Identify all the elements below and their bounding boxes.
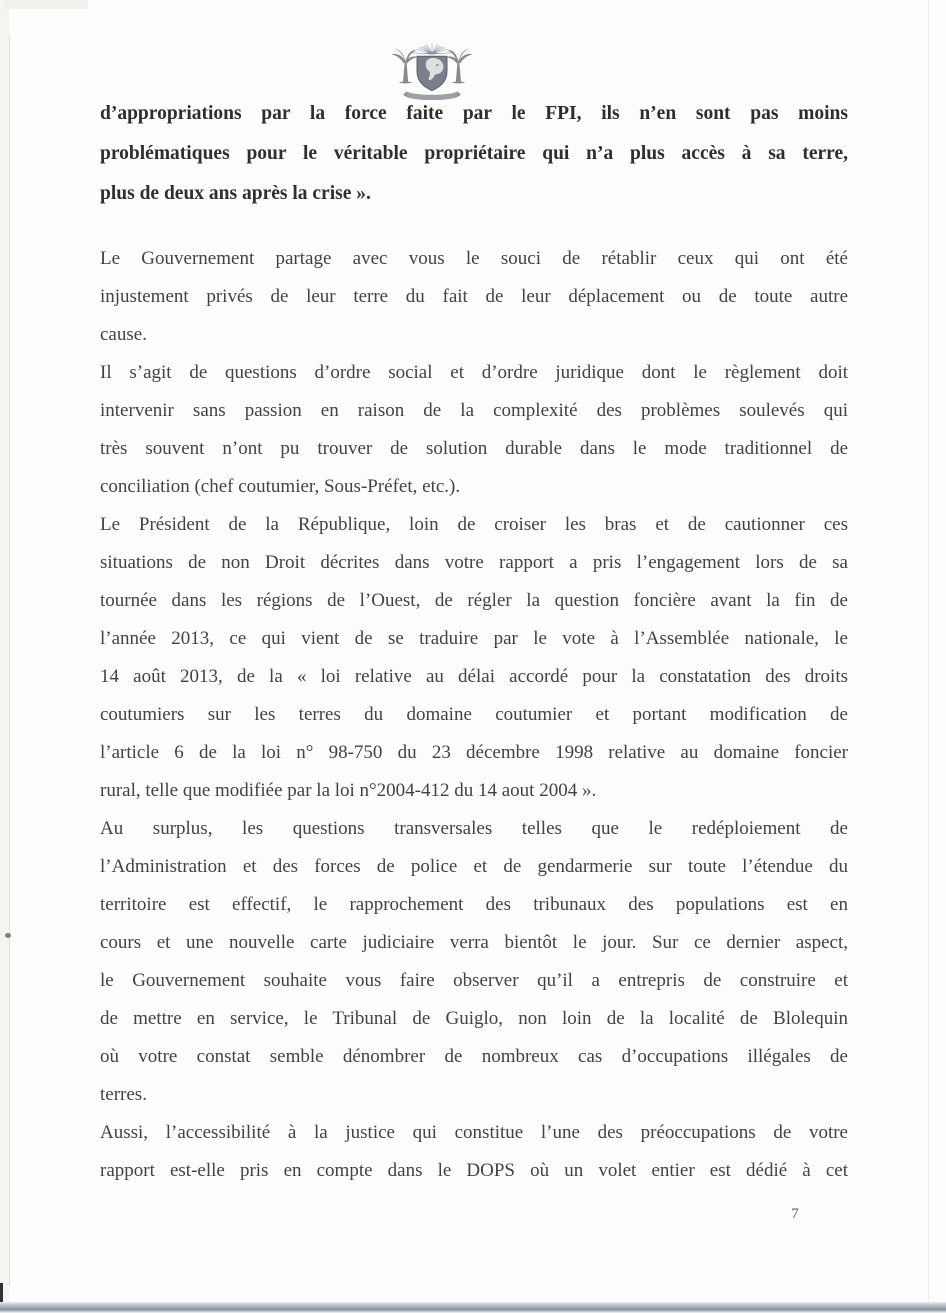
scan-bottom-edge-shadow <box>0 1309 946 1313</box>
scan-left-edge-line <box>9 36 10 1286</box>
text-line: cours et une nouvelle carte judiciaire verra bientôt le jour. Sur ce dernier aspect, <box>100 932 848 953</box>
text-line: problématiques pour le véritable propriétaire qui n’a plus accès à sa terre, <box>100 143 848 164</box>
scan-top-smudge <box>4 0 88 9</box>
quote-closing-paragraph <box>100 94 848 214</box>
text-line: situations de non Droit décrites dans votre rapport a pris l’engagement lors de sa <box>100 552 848 573</box>
text-line: l’année 2013, ce qui vient de se traduire par le vote à l’Assemblée nationale, le <box>100 628 848 649</box>
text-line: rapport est-elle pris en compte dans le DOPS où un volet entier est dédié à cet <box>100 1160 848 1181</box>
text-line: Il s’agit de questions d’ordre social et d’ordre juridique dont le règlement doit <box>100 362 848 383</box>
text-line: injustement privés de leur terre du fait de leur déplacement ou de toute autre <box>100 286 848 307</box>
text-line: le Gouvernement souhaite vous faire observer qu’il a entrepris de construire et <box>100 970 848 991</box>
text-line: cause. <box>100 324 147 345</box>
text-line: tournée dans les régions de l’Ouest, de régler la question foncière avant la fin de <box>100 590 848 611</box>
paragraph-au-surplus <box>100 810 848 1114</box>
scan-left-edge <box>0 0 9 1313</box>
paragraph-questions-ordre-social <box>100 354 848 506</box>
text-line: Le Président de la République, loin de croiser les bras et de cautionner ces <box>100 514 848 535</box>
text-line: l’article 6 de la loi n° 98-750 du 23 décembre 1998 relative au domaine foncier <box>100 742 848 763</box>
paragraph-president-republique <box>100 506 848 810</box>
text-line: coutumiers sur les terres du domaine coutumier et portant modification de <box>100 704 848 725</box>
text-line: rural, telle que modifiée par la loi n°2004-412 du 14 aout 2004 ». <box>100 780 597 801</box>
text-line: intervenir sans passion en raison de la complexité des problèmes soulevés qui <box>100 400 848 421</box>
text-line: territoire est effectif, le rapprochement des tribunaux des populations est en <box>100 894 848 915</box>
text-line: l’Administration et des forces de police et de gendarmerie sur toute l’étendue du <box>100 856 848 877</box>
text-line: Au surplus, les questions transversales telles que le redéploiement de <box>100 818 848 839</box>
scan-speck-artifact <box>5 933 11 938</box>
text-line: où votre constat semble dénombrer de nombreux cas d’occupations illégales de <box>100 1046 848 1067</box>
document-body <box>100 94 848 1190</box>
text-line: plus de deux ans après la crise ». <box>100 183 371 204</box>
text-line: de mettre en service, le Tribunal de Guiglo, non loin de la localité de Blolequin <box>100 1008 848 1029</box>
text-line: terres. <box>100 1084 147 1105</box>
paragraph-gouvernement-partage <box>100 240 848 354</box>
text-line: Aussi, l’accessibilité à la justice qui constitue l’une des préoccupations de votre <box>100 1122 848 1143</box>
paragraph-aussi-accessibilite <box>100 1114 848 1190</box>
text-line: d’appropriations par la force faite par le FPI, ils n’en sont pas moins <box>100 103 848 124</box>
text-line: très souvent n’ont pu trouver de solution durable dans le mode traditionnel de <box>100 438 848 459</box>
scan-right-edge-line <box>928 0 929 1313</box>
text-line: 14 août 2013, de la « loi relative au délai accordé pour la constatation des droits <box>100 666 848 687</box>
scan-bottom-corner-mark <box>0 1283 3 1303</box>
text-line: conciliation (chef coutumier, Sous-Préfet, etc.). <box>100 476 461 497</box>
page-number: 7 <box>791 1206 799 1222</box>
text-line: Le Gouvernement partage avec vous le souci de rétablir ceux qui ont été <box>100 248 848 269</box>
